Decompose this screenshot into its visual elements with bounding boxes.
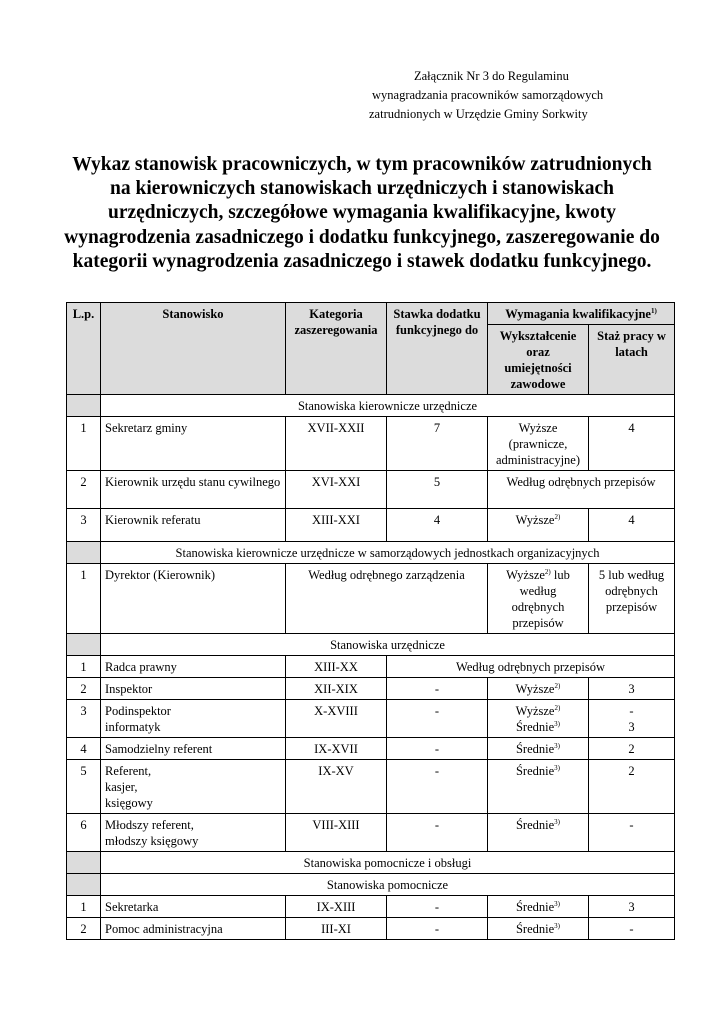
section-row — [67, 852, 675, 874]
cell-lp: 4 — [67, 738, 101, 760]
section-row — [67, 874, 675, 896]
cell-staz: - — [589, 918, 675, 940]
cell-kategoria: XIII-XX — [286, 656, 387, 678]
cell-wyksztalcenie: Wyższe$^{2)}$ — [488, 678, 589, 700]
table-row — [67, 700, 675, 738]
cell-stawka: - — [387, 814, 488, 852]
header-lp: L.p. — [67, 303, 101, 395]
cell-wyksztalcenie: Średnie$^{3)}$ — [488, 814, 589, 852]
cell-stawka: - — [387, 896, 488, 918]
cell-lp: 3 — [67, 509, 101, 542]
cell-staz: 4 — [589, 509, 675, 542]
cell-wyksztalcenie: Średnie$^{3)}$ — [488, 896, 589, 918]
cell-stawka: 5 — [387, 471, 488, 509]
table-row — [67, 564, 675, 634]
table-row — [67, 656, 675, 678]
positions-table — [66, 302, 675, 940]
cell-wyksztalcenie: Wyższe$^{2)}$ Średnie$^{3)}$ — [488, 700, 589, 738]
cell-stanowisko: Radca prawny — [101, 656, 286, 678]
cell-lp: 3 — [67, 700, 101, 738]
cell-staz: - 3 — [589, 700, 675, 738]
cell-stawka: - — [387, 760, 488, 814]
cell-lp: 1 — [67, 417, 101, 471]
cell-kategoria: VIII-XIII — [286, 814, 387, 852]
cell-stanowisko: Samodzielny referent — [101, 738, 286, 760]
cell-staz: 2 — [589, 738, 675, 760]
cell-merged: Według odrębnych przepisów — [387, 656, 675, 678]
cell-kategoria: XIII-XXI — [286, 509, 387, 542]
header-row — [67, 303, 675, 325]
table-row — [67, 738, 675, 760]
cell-staz: - — [589, 814, 675, 852]
cell-lp: 2 — [67, 471, 101, 509]
cell-lp: 1 — [67, 564, 101, 634]
cell-stanowisko: Młodszy referent, młodszy księgowy — [101, 814, 286, 852]
cell-wyksztalcenie: Średnie$^{3)}$ — [488, 738, 589, 760]
cell-lp: 1 — [67, 896, 101, 918]
header-stanowisko: Stanowisko — [101, 303, 286, 395]
section-title: Stanowiska pomocnicze — [101, 874, 675, 896]
cell-stanowisko: Dyrektor (Kierownik) — [101, 564, 286, 634]
cell-staz: 4 — [589, 417, 675, 471]
cell-wyksztalcenie: Wyższe$^{2)}$ lub według odrębnych przepisów — [488, 564, 589, 634]
cell-stanowisko: Inspektor — [101, 678, 286, 700]
header-staz: Staż pracy w latach — [589, 325, 675, 395]
cell-kategoria: IX-XVII — [286, 738, 387, 760]
section-row — [67, 634, 675, 656]
header-wyksztalcenie: Wykształcenie oraz umiejętności zawodowe — [488, 325, 589, 395]
cell-stanowisko: Sekretarka — [101, 896, 286, 918]
table-row — [67, 417, 675, 471]
section-title: Stanowiska pomocnicze i obsługi — [101, 852, 675, 874]
cell-lp: 5 — [67, 760, 101, 814]
table-row — [67, 678, 675, 700]
table-row — [67, 918, 675, 940]
section-title: Stanowiska urzędnicze — [101, 634, 675, 656]
header-kategoria: Kategoria zaszeregowania — [286, 303, 387, 395]
annex-line-3: zatrudnionych w Urzędzie Gminy Sorkwity — [369, 107, 588, 121]
header-stawka: Stawka dodatku funkcyjnego do — [387, 303, 488, 395]
cell-stawka: - — [387, 738, 488, 760]
cell-lp: 2 — [67, 678, 101, 700]
cell-stanowisko: Referent, kasjer, księgowy — [101, 760, 286, 814]
cell-stanowisko: Pomoc administracyjna — [101, 918, 286, 940]
cell-kategoria: XVII-XXII — [286, 417, 387, 471]
cell-staz: 5 lub według odrębnych przepisów — [589, 564, 675, 634]
table-row — [67, 896, 675, 918]
document-title: Wykaz stanowisk pracowniczych, w tym pracowników zatrudnionych na kierowniczych stanowiskach urzędniczych i stanowiskach urzędniczych, szczegółowe wymagania kwalifikacyjne, kwoty wynagrodzenia zasadniczego i dodatku funkcyjnego, zaszeregowanie do kategorii wynagrodzenia zasadniczego i stawek dodatku funkcyjnego. — [64, 154, 660, 272]
cell-stawka: - — [387, 678, 488, 700]
cell-wyksztalcenie: Średnie$^{3)}$ — [488, 918, 589, 940]
cell-kategoria: IX-XIII — [286, 896, 387, 918]
section-row — [67, 542, 675, 564]
table-row — [67, 471, 675, 509]
table-row — [67, 814, 675, 852]
section-row — [67, 395, 675, 417]
section-title: Stanowiska kierownicze urzędnicze — [101, 395, 675, 417]
cell-wymagania-merged: Według odrębnych przepisów — [488, 471, 675, 509]
cell-stanowisko: Podinspektor informatyk — [101, 700, 286, 738]
cell-wyksztalcenie: Wyższe (prawnicze, administracyjne) — [488, 417, 589, 471]
cell-staz: 3 — [589, 896, 675, 918]
cell-wyksztalcenie: Średnie$^{3)}$ — [488, 760, 589, 814]
cell-stawka: 4 — [387, 509, 488, 542]
cell-kategoria-merged: Według odrębnego zarządzenia — [286, 564, 488, 634]
header-wymagania: Wymagania kwalifikacyjne$^{1)}$ — [488, 303, 675, 325]
cell-stanowisko: Kierownik referatu — [101, 509, 286, 542]
cell-stawka: - — [387, 700, 488, 738]
cell-stawka: - — [387, 918, 488, 940]
annex-line-1: Załącznik Nr 3 do Regulaminu — [414, 69, 569, 83]
cell-wyksztalcenie: Wyższe$^{2)}$ — [488, 509, 589, 542]
cell-staz: 3 — [589, 678, 675, 700]
cell-lp: 6 — [67, 814, 101, 852]
annex-header — [0, 67, 724, 124]
cell-stanowisko: Kierownik urzędu stanu cywilnego — [101, 471, 286, 509]
cell-kategoria: X-XVIII — [286, 700, 387, 738]
cell-kategoria: IX-XV — [286, 760, 387, 814]
annex-line-2: wynagradzania pracowników samorządowych — [372, 88, 604, 102]
cell-stanowisko: Sekretarz gminy — [101, 417, 286, 471]
table-row — [67, 760, 675, 814]
cell-stawka: 7 — [387, 417, 488, 471]
cell-staz: 2 — [589, 760, 675, 814]
table-row — [67, 509, 675, 542]
cell-kategoria: XII-XIX — [286, 678, 387, 700]
cell-lp: 2 — [67, 918, 101, 940]
cell-lp: 1 — [67, 656, 101, 678]
cell-kategoria: III-XI — [286, 918, 387, 940]
cell-kategoria: XVI-XXI — [286, 471, 387, 509]
section-title: Stanowiska kierownicze urzędnicze w samorządowych jednostkach organizacyjnych — [101, 542, 675, 564]
